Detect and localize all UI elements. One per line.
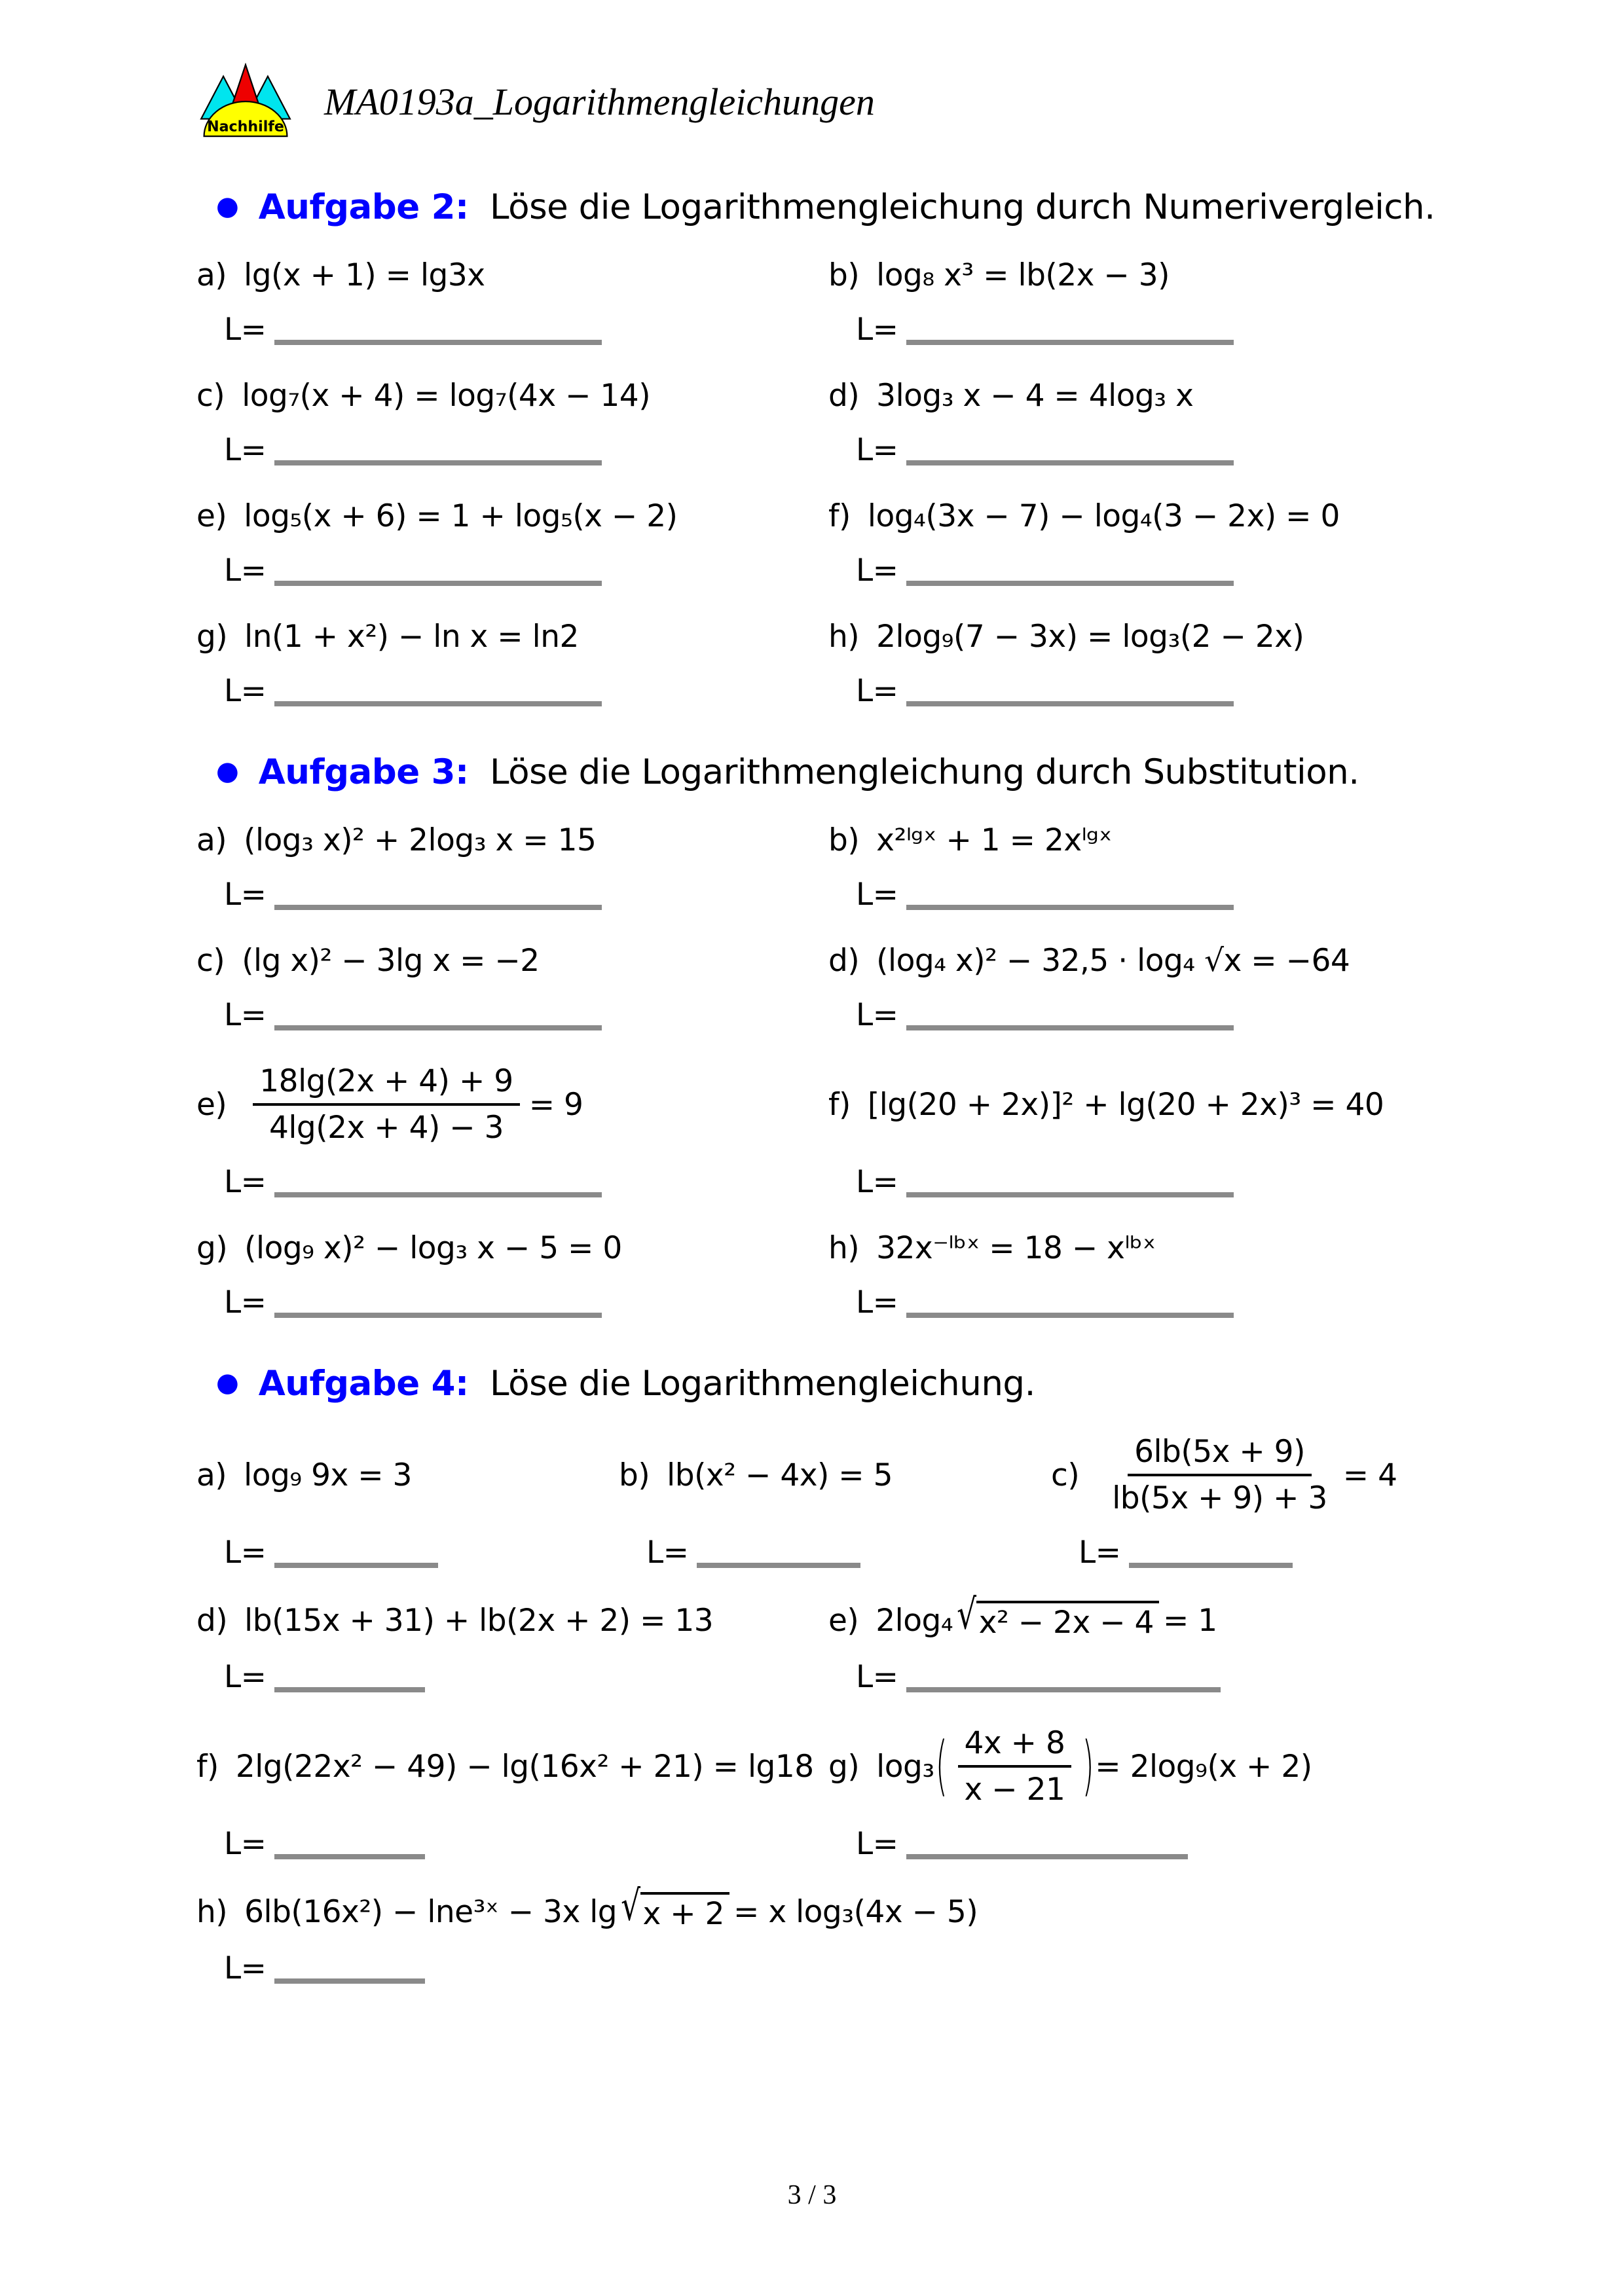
answer-field bbox=[196, 1950, 828, 1986]
answer-label: L= bbox=[224, 673, 267, 709]
equation-item-2d bbox=[828, 378, 1460, 414]
equation-item-4f bbox=[196, 1725, 828, 1808]
equation-item-3b bbox=[828, 822, 1460, 858]
answer-line bbox=[1129, 1563, 1293, 1568]
answer-line bbox=[906, 581, 1234, 586]
answer-label: L= bbox=[224, 997, 267, 1033]
answer-field bbox=[828, 1164, 1460, 1200]
item-label: b) bbox=[619, 1457, 650, 1493]
answer-row bbox=[196, 673, 1460, 709]
answer-line bbox=[906, 701, 1234, 706]
answer-label: L= bbox=[1079, 1535, 1121, 1571]
answer-label: L= bbox=[646, 1535, 689, 1571]
answer-line bbox=[906, 1854, 1188, 1859]
answer-field bbox=[828, 877, 1460, 913]
answer-row bbox=[196, 1285, 1460, 1321]
header bbox=[196, 59, 1460, 144]
answer-label: L= bbox=[224, 1164, 267, 1200]
answer-label: L= bbox=[224, 1826, 267, 1862]
equation-row bbox=[196, 619, 1460, 655]
answer-label: L= bbox=[856, 1659, 898, 1695]
answer-label: L= bbox=[856, 553, 898, 589]
item-label: d) bbox=[828, 378, 860, 414]
answer-line bbox=[274, 1025, 602, 1030]
answer-row bbox=[196, 1826, 1460, 1862]
page-number: 3 / 3 bbox=[787, 2180, 837, 2210]
equation-text: = 4 bbox=[1342, 1457, 1397, 1493]
equation-text: lg(x + 1) = lg3x bbox=[244, 257, 485, 293]
answer-field bbox=[196, 1826, 828, 1862]
task-3-title: Aufgabe 3: bbox=[258, 752, 469, 792]
open-paren: ( bbox=[935, 1728, 948, 1804]
item-label: c) bbox=[196, 943, 225, 979]
answer-label: L= bbox=[224, 1659, 267, 1695]
answer-line bbox=[274, 340, 602, 345]
answer-line bbox=[906, 460, 1234, 465]
answer-field bbox=[196, 312, 828, 348]
fraction-numerator: 6lb(5x + 9) bbox=[1128, 1434, 1312, 1476]
answer-field bbox=[828, 997, 1460, 1033]
task-3-heading bbox=[216, 752, 1460, 792]
task-2-instruction: Löse die Logarithmengleichung durch Numerivergleich. bbox=[490, 187, 1435, 227]
answer-line bbox=[274, 1313, 602, 1318]
equation-row bbox=[196, 943, 1460, 979]
equation-row bbox=[196, 1590, 1460, 1641]
answer-field bbox=[619, 1535, 1051, 1571]
answer-label: L= bbox=[856, 1285, 898, 1321]
answer-field bbox=[196, 553, 828, 589]
answer-row bbox=[196, 312, 1460, 348]
item-label: c) bbox=[196, 378, 225, 414]
close-paren: ) bbox=[1082, 1728, 1094, 1804]
equation-item-2b bbox=[828, 257, 1460, 293]
task-4-section bbox=[196, 1364, 1460, 1986]
equation-item-4e bbox=[828, 1590, 1460, 1641]
equation-text: log₈ x³ = lb(2x − 3) bbox=[876, 257, 1170, 293]
answer-line bbox=[274, 905, 602, 910]
fraction-numerator: 18lg(2x + 4) + 9 bbox=[253, 1063, 519, 1106]
nachhilfe-logo-icon bbox=[196, 63, 295, 140]
item-label: e) bbox=[196, 498, 227, 534]
answer-label: L= bbox=[224, 432, 267, 468]
equation-row bbox=[196, 1434, 1460, 1516]
answer-line bbox=[274, 581, 602, 586]
equation-item-4g bbox=[828, 1725, 1460, 1808]
equation-item-2e bbox=[196, 498, 828, 534]
equation-item-2h bbox=[828, 619, 1460, 655]
answer-line bbox=[906, 1025, 1234, 1030]
answer-line bbox=[906, 1313, 1234, 1318]
equation-item-4c bbox=[1051, 1434, 1460, 1516]
fraction-denominator: x − 21 bbox=[964, 1772, 1065, 1808]
answer-label: L= bbox=[856, 432, 898, 468]
answer-label: L= bbox=[856, 997, 898, 1033]
equation-text: ln(1 + x²) − ln x = ln2 bbox=[244, 619, 579, 655]
fraction-denominator: 4lg(2x + 4) − 3 bbox=[268, 1110, 504, 1146]
equation-item-2f bbox=[828, 498, 1460, 534]
item-label: h) bbox=[196, 1894, 228, 1930]
equation-row bbox=[196, 498, 1460, 534]
item-label: f) bbox=[828, 1086, 851, 1123]
equation-item-3h bbox=[828, 1230, 1460, 1266]
answer-label: L= bbox=[856, 1164, 898, 1200]
equation-text: (log₃ x)² + 2log₃ x = 15 bbox=[244, 822, 597, 858]
answer-line bbox=[697, 1563, 860, 1568]
answer-field bbox=[828, 1659, 1460, 1695]
equation-item-3f bbox=[828, 1063, 1460, 1146]
answer-line bbox=[274, 1854, 425, 1859]
answer-line bbox=[274, 1563, 438, 1568]
task-2-section bbox=[196, 187, 1460, 709]
answer-row bbox=[196, 432, 1460, 468]
fraction-numerator: 4x + 8 bbox=[958, 1725, 1072, 1768]
answer-field bbox=[196, 997, 828, 1033]
bullet-icon: ● bbox=[216, 1368, 239, 1398]
task-2-title: Aufgabe 2: bbox=[258, 187, 469, 227]
equation-text: x²ˡᵍˣ + 1 = 2xˡᵍˣ bbox=[876, 822, 1112, 858]
equation-text: log₃ bbox=[876, 1748, 934, 1785]
answer-label: L= bbox=[224, 312, 267, 348]
answer-row bbox=[196, 553, 1460, 589]
item-label: b) bbox=[828, 257, 860, 293]
answer-field bbox=[1051, 1535, 1460, 1571]
equation-item-3g bbox=[196, 1230, 828, 1266]
answer-line bbox=[274, 1687, 425, 1692]
equation-text: 2log₄ bbox=[876, 1603, 953, 1639]
equation-text: (log₄ x)² − 32,5 · log₄ √x = −64 bbox=[876, 943, 1350, 979]
task-4-heading bbox=[216, 1364, 1460, 1404]
answer-line bbox=[274, 460, 602, 465]
equation-item-3a bbox=[196, 822, 828, 858]
answer-label: L= bbox=[856, 673, 898, 709]
item-label: a) bbox=[196, 257, 227, 293]
equation-text: log₅(x + 6) = 1 + log₅(x − 2) bbox=[244, 498, 678, 534]
item-label: e) bbox=[196, 1086, 227, 1123]
equation-item-4d bbox=[196, 1601, 828, 1641]
answer-field bbox=[196, 1164, 828, 1200]
fraction bbox=[958, 1725, 1072, 1808]
item-label: f) bbox=[196, 1748, 219, 1785]
task-2-heading bbox=[216, 187, 1460, 227]
item-label: f) bbox=[828, 498, 851, 534]
equation-text: 2log₉(7 − 3x) = log₃(2 − 2x) bbox=[876, 619, 1304, 655]
fraction-denominator: lb(5x + 9) + 3 bbox=[1112, 1480, 1327, 1516]
answer-line bbox=[274, 701, 602, 706]
answer-row bbox=[196, 997, 1460, 1033]
radical-sign-icon: √ bbox=[957, 1590, 976, 1639]
equation-row bbox=[196, 822, 1460, 858]
fraction bbox=[253, 1063, 519, 1146]
answer-label: L= bbox=[224, 877, 267, 913]
equation-item-4a bbox=[196, 1434, 619, 1516]
answer-label: L= bbox=[224, 553, 267, 589]
equation-text: = 1 bbox=[1162, 1603, 1217, 1639]
answer-field bbox=[828, 553, 1460, 589]
equation-item-3d bbox=[828, 943, 1460, 979]
equation-item-2g bbox=[196, 619, 828, 655]
page-title: MA0193a_Logarithmengleichungen bbox=[324, 80, 875, 123]
answer-field bbox=[196, 1535, 619, 1571]
radical-sign-icon: √ bbox=[621, 1882, 640, 1931]
equation-row bbox=[196, 1063, 1460, 1146]
answer-field bbox=[828, 432, 1460, 468]
item-label: b) bbox=[828, 822, 860, 858]
answer-field bbox=[828, 1285, 1460, 1321]
equation-text: = 9 bbox=[528, 1086, 583, 1123]
answer-row bbox=[196, 1164, 1460, 1200]
equation-text: 32x⁻ˡᵇˣ = 18 − xˡᵇˣ bbox=[876, 1230, 1156, 1266]
fraction bbox=[1105, 1434, 1334, 1516]
equation-text: lb(x² − 4x) = 5 bbox=[667, 1457, 893, 1493]
equation-item-2c bbox=[196, 378, 828, 414]
item-label: e) bbox=[828, 1603, 859, 1639]
equation-text: 2lg(22x² − 49) − lg(16x² + 21) = lg18 bbox=[235, 1748, 814, 1785]
equation-item-4h bbox=[196, 1882, 1460, 1932]
answer-row bbox=[196, 1950, 1460, 1986]
answer-row bbox=[196, 1535, 1460, 1571]
item-label: c) bbox=[1051, 1457, 1080, 1493]
equation-item-3e bbox=[196, 1063, 828, 1146]
equation-row bbox=[196, 1725, 1460, 1808]
task-3-instruction: Löse die Logarithmengleichung durch Substitution. bbox=[490, 752, 1359, 792]
equation-text: [lg(20 + 2x)]² + lg(20 + 2x)³ = 40 bbox=[867, 1086, 1384, 1123]
item-label: g) bbox=[196, 619, 228, 655]
equation-text: = 2log₉(x + 2) bbox=[1095, 1748, 1312, 1785]
answer-label: L= bbox=[856, 877, 898, 913]
answer-field bbox=[196, 877, 828, 913]
task-4-title: Aufgabe 4: bbox=[258, 1364, 469, 1404]
equation-text: 6lb(16x²) − lne³ˣ − 3x lg bbox=[244, 1894, 618, 1930]
answer-label: L= bbox=[224, 1535, 267, 1571]
answer-field bbox=[828, 1826, 1460, 1862]
equation-item-4b bbox=[619, 1434, 1051, 1516]
answer-line bbox=[906, 1192, 1234, 1197]
answer-row bbox=[196, 877, 1460, 913]
answer-field bbox=[828, 673, 1460, 709]
item-label: d) bbox=[196, 1603, 228, 1639]
equation-item-3c bbox=[196, 943, 828, 979]
answer-field bbox=[196, 1659, 828, 1695]
radicand: x + 2 bbox=[640, 1892, 729, 1932]
task-3-section bbox=[196, 752, 1460, 1321]
item-label: a) bbox=[196, 822, 227, 858]
equation-text: log₉ 9x = 3 bbox=[244, 1457, 412, 1493]
answer-field bbox=[828, 312, 1460, 348]
answer-row bbox=[196, 1659, 1460, 1695]
item-label: h) bbox=[828, 619, 860, 655]
equation-row bbox=[196, 257, 1460, 293]
bullet-icon: ● bbox=[216, 756, 239, 786]
equation-item-2a bbox=[196, 257, 828, 293]
answer-line bbox=[906, 1687, 1221, 1692]
equation-row bbox=[196, 1882, 1460, 1932]
answer-label: L= bbox=[856, 1826, 898, 1862]
answer-label: L= bbox=[856, 312, 898, 348]
answer-line bbox=[906, 905, 1234, 910]
equation-text: lb(15x + 31) + lb(2x + 2) = 13 bbox=[244, 1603, 714, 1639]
square-root bbox=[621, 1882, 729, 1932]
answer-field bbox=[196, 432, 828, 468]
item-label: h) bbox=[828, 1230, 860, 1266]
equation-text: log₄(3x − 7) − log₄(3 − 2x) = 0 bbox=[867, 498, 1340, 534]
item-label: g) bbox=[828, 1748, 860, 1785]
bullet-icon: ● bbox=[216, 191, 239, 221]
task-4-instruction: Löse die Logarithmengleichung. bbox=[490, 1364, 1035, 1404]
item-label: a) bbox=[196, 1457, 227, 1493]
equation-text: 3log₃ x − 4 = 4log₃ x bbox=[876, 378, 1194, 414]
equation-row bbox=[196, 378, 1460, 414]
equation-text: (log₉ x)² − log₃ x − 5 = 0 bbox=[244, 1230, 622, 1266]
answer-line bbox=[906, 340, 1234, 345]
equation-text: = x log₃(4x − 5) bbox=[733, 1894, 978, 1930]
answer-field bbox=[196, 1285, 828, 1321]
answer-field bbox=[196, 673, 828, 709]
answer-label: L= bbox=[224, 1950, 267, 1986]
equation-row bbox=[196, 1230, 1460, 1266]
radicand: x² − 2x − 4 bbox=[976, 1601, 1159, 1641]
answer-line bbox=[274, 1978, 425, 1984]
logo-label: Nachhilfe bbox=[207, 118, 284, 136]
item-label: d) bbox=[828, 943, 860, 979]
answer-label: L= bbox=[224, 1285, 267, 1321]
square-root bbox=[957, 1590, 1159, 1641]
answer-line bbox=[274, 1192, 602, 1197]
equation-text: log₇(x + 4) = log₇(4x − 14) bbox=[242, 378, 651, 414]
item-label: g) bbox=[196, 1230, 228, 1266]
equation-text: (lg x)² − 3lg x = −2 bbox=[242, 943, 540, 979]
